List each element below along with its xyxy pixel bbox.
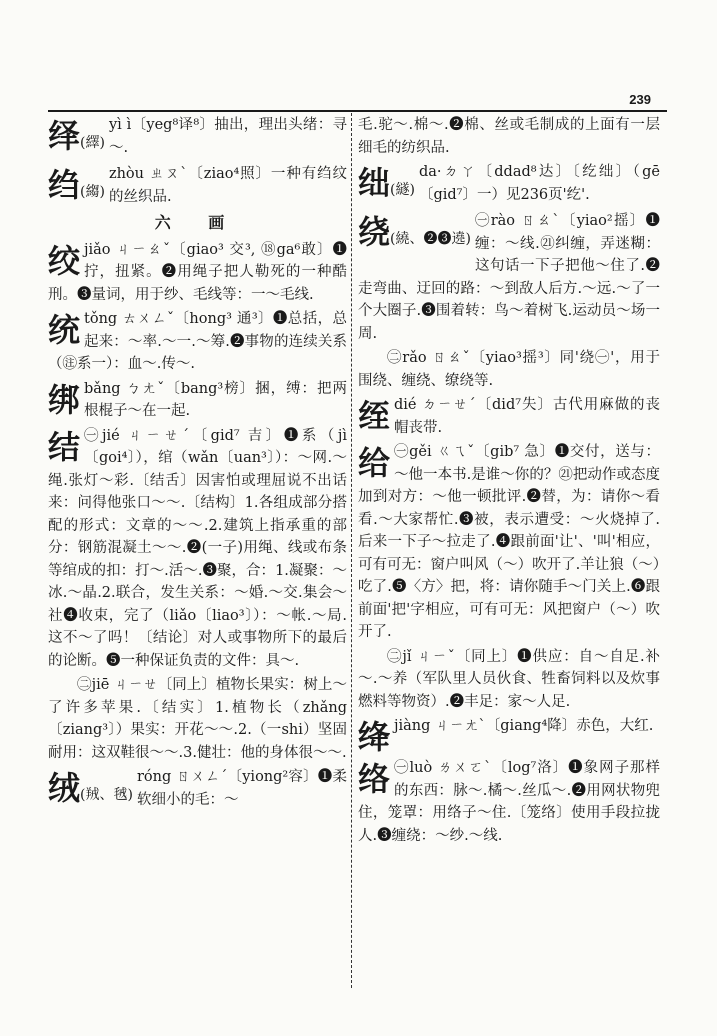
headword: 绎(繹) — [48, 117, 105, 155]
headword: 绉(縐) — [48, 166, 105, 204]
dict-subentry — [358, 347, 660, 392]
entry-text: tǒng ㄊㄨㄥˇ〔hong³ 通³〕❶总括，总起来：～率.～一.～筹.❷事物的连续关系（㊟系一）：血～.传～. — [48, 311, 347, 372]
entry-text: zhòu ㄓㄡˋ〔ziao⁴照〕一种有绉纹的丝织品. — [108, 166, 347, 205]
header-rule — [48, 110, 667, 112]
headword: 绖 — [358, 397, 391, 435]
headword: 绌(繸) — [358, 164, 415, 202]
headword: 绕(繞、❷❸遶) — [358, 213, 471, 251]
dict-entry — [358, 441, 660, 644]
entry-text: 毛.驼～.棉～.❷棉、丝或毛制成的上面有一层细毛的纺织品. — [358, 117, 660, 156]
entry-text: róng ㄖㄨㄥˊ〔yiong²容〕❶柔软细小的毛：～ — [136, 769, 347, 808]
headword: 绒(羢、毧) — [48, 769, 133, 807]
dict-entry — [48, 425, 347, 673]
dict-entry — [358, 161, 660, 206]
section-title: 六 画 — [154, 213, 241, 232]
entry-text: da·ㄉㄚ〔ddad⁸达〕〔纥绌〕（gē〔gid⁷〕一）见236页'纥'. — [418, 164, 660, 203]
entry-text: bǎng ㄅㄤˇ〔bang³榜〕捆，缚：把两根棍子～在一起. — [84, 380, 347, 419]
dict-entry — [358, 210, 660, 345]
dict-subentry — [358, 646, 660, 714]
entry-text: ㊀luò ㄌㄨㄛˋ〔log⁷洛〕❶象网子那样的东西：脉～.橘～.丝瓜～.❷用网状物兜住，笼罩：用络子～住.〔笼络〕使用手段拉拢人.❸缠绕：～纱.～线. — [358, 760, 660, 844]
left-column — [48, 114, 347, 996]
headword: 绞 — [48, 241, 81, 280]
dict-entry — [358, 715, 660, 756]
dict-entry — [358, 394, 660, 439]
entry-text: ㊁jiē ㄐㄧㄝ〔同上〕植物长果实：树上～了许多苹果.〔结实〕1.植物长（zhǎng〔ziang³〕）果实：开花～～.2.（一shi）坚固耐用：这双鞋很～～.3.健壮：他的身体很～～. — [48, 677, 347, 761]
entry-text: ㊀gěi ㄍㄟˇ〔gib⁷ 急〕❶交付，送与：～他一本书.是谁～你的？㉑把动作或态度加到对方：～他一顿批评.❷替，为：请你～看看.～大家帮忙.❸被，表示遭受：～火烧掉了.后来一下子～拉走了.❹跟前面'让'、'叫'相应，可有可无：窗户叫风（～）吹开了.羊让狼（～）吃了.❺〈方〉把，将：请你随手～门关上.❻跟前面'把'字相应，可有可无：风把窗户（～）吹开了. — [358, 444, 660, 640]
entry-text: yì ì〔yeg⁸译⁸〕抽出，理出头绪：寻～. — [108, 117, 347, 156]
dict-entry — [48, 308, 347, 376]
entry-text: ㊁jǐ ㄐㄧˇ〔同上〕❶供应：自～自足.补～.～养（军队里人员伙食、牲畜饲料以及炊事燃料等物资）.❷丰足：家～人足. — [358, 648, 660, 710]
dict-entry — [358, 757, 660, 847]
entry-text: dié ㄉㄧㄝˊ〔did⁷失〕古代用麻做的丧帽丧带. — [394, 397, 660, 436]
entry-text: jiǎo ㄐㄧㄠˇ〔giao³ 交³, ⑱ga⁶敢〕❶拧，扭紧。❷用绳子把人勒死的一种酷刑。❸量词，用于纱、毛线等：一～毛线. — [48, 241, 347, 303]
entry-text: ㊁rǎo ㄖㄠˇ〔yiao³摇³〕同'绕㊀'，用于围绕、缠绕、缭绕等. — [358, 350, 660, 389]
entry-text: jiàng ㄐㄧㄤˋ〔giang⁴降〕赤色，大红. — [394, 718, 654, 734]
page-number: 239 — [629, 92, 651, 107]
headword: 统 — [48, 311, 81, 349]
headword: 络 — [358, 760, 391, 798]
dict-entry — [48, 163, 347, 208]
entry-text: ㊀rào ㄖㄠˋ〔yiao²摇〕❶缠：～线.㉑纠缠，弄迷糊：这句话一下子把他～住了.❷走弯曲、迂回的路：～到敌人后方.～远.～了一个大圈子.❸围着转：鸟～着树飞.运动员～场一周. — [358, 213, 660, 342]
right-column — [358, 114, 660, 996]
dict-entry — [48, 239, 347, 307]
dict-entry — [48, 378, 347, 423]
headword: 绛 — [358, 718, 391, 756]
headword: 给 — [358, 444, 391, 482]
entry-text: ㊀jié ㄐㄧㄝˊ〔gid⁷ 吉〕❶系（jì〔goi⁴〕），绾（wǎn〔uan³〕）：～网.～绳.张灯～彩.〔结舌〕因害怕或理屈说不出话来：问得他张口～～.〔结构〕1.各组成部分搭配的形式：文章的～～.2.建筑上指承重的部分：钢筋混凝土～～.❷(一子)用绳、线或布条等绾成的扣：打～.活～.❸聚，合：1.凝聚：～冰.～晶.2.联合，发生关系：～婚.～交.集会～社❹收束，完了（liǎo〔liao³〕）：～帐.～局.这不～了吗！〔结论〕对人或事物所下的最后的论断。❺一种保证负责的文件：具～. — [48, 427, 347, 669]
headword: 绑 — [48, 380, 81, 419]
dict-subentry — [48, 674, 347, 764]
column-divider — [351, 113, 353, 988]
dict-entry — [48, 766, 347, 811]
dict-entry-continued — [358, 114, 660, 159]
headword: 结 — [48, 427, 81, 466]
dict-entry — [48, 114, 347, 159]
